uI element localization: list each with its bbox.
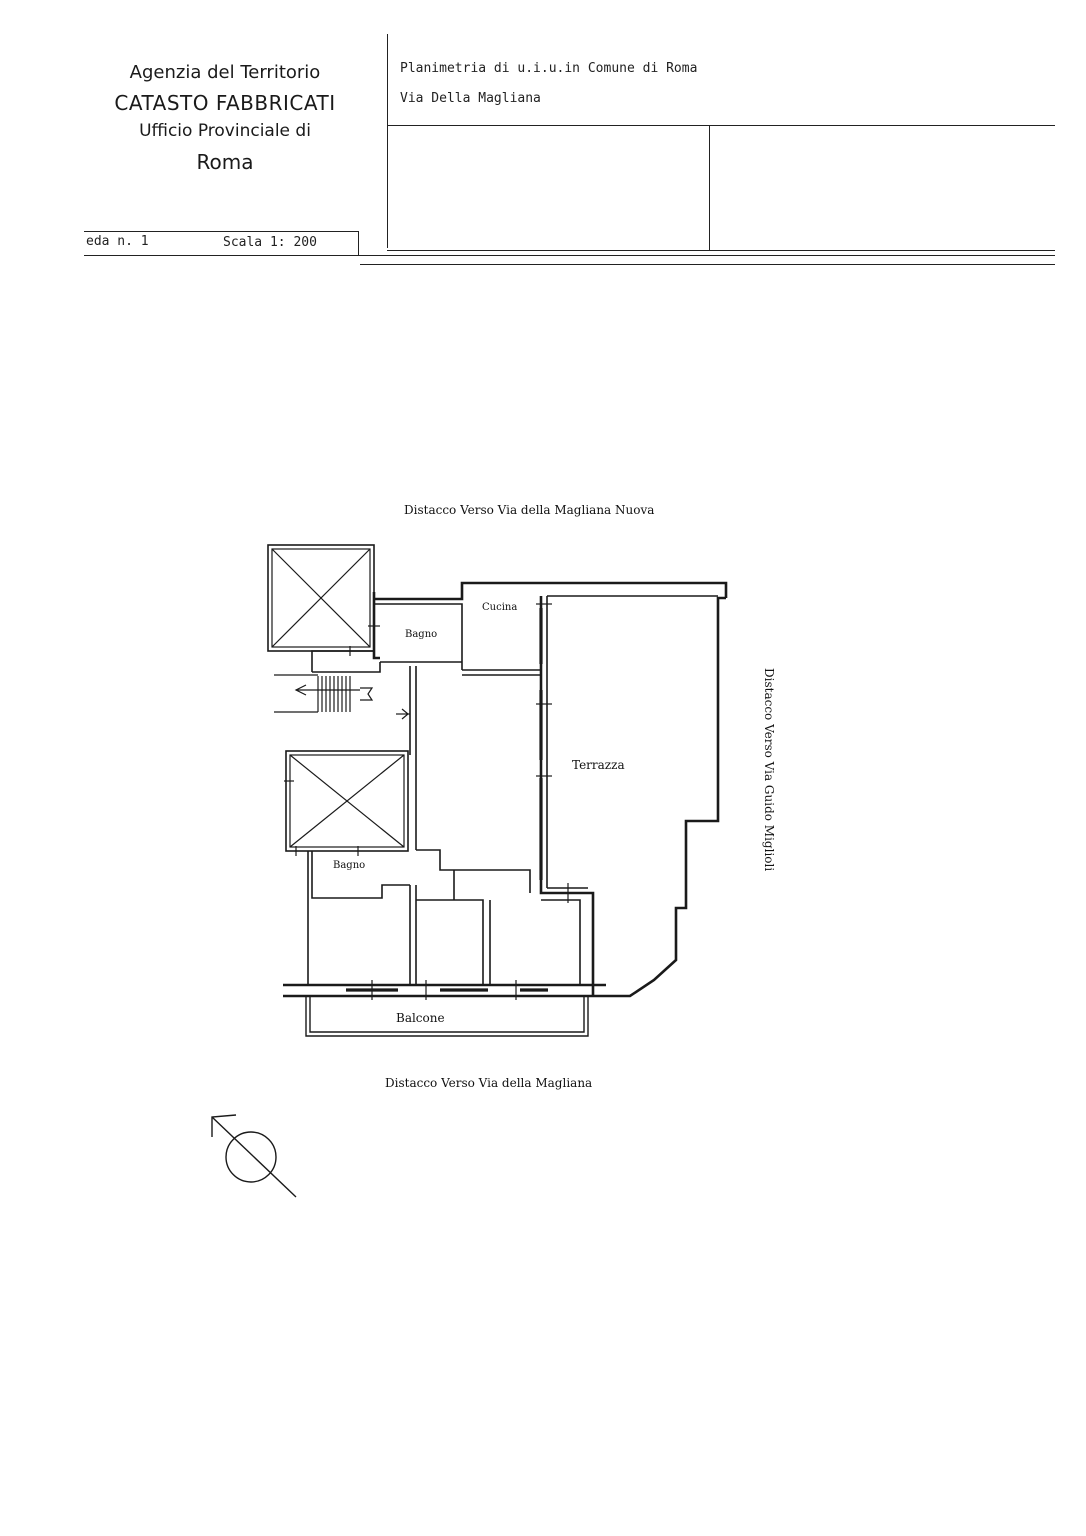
room-label-balcone: Balcone [396,1011,445,1025]
scale-label: Scala 1: 200 [223,235,317,250]
address-text: Via Della Magliana [400,91,541,106]
scheda-number: eda n. 1 [86,234,149,249]
shaft-lower [286,751,408,851]
distacco-bottom-label: Distacco Verso Via della Magliana [385,1076,593,1090]
door-ticks [284,604,568,1000]
room-label-terrazza: Terrazza [572,758,625,772]
room-label-bagno-2: Bagno [333,860,366,871]
ufficio-label: Ufficio Provinciale di [139,121,311,141]
room-label-bagno: Bagno [405,629,438,640]
stairs [274,675,410,719]
room-label-cucina: Cucina [482,602,518,613]
planimetria-text: Planimetria di u.i.u.in Comune di Roma [400,61,698,76]
city-name: Roma [196,150,254,174]
interior-walls [308,596,718,985]
agency-name: Agenzia del Territorio [129,62,321,83]
balcony [306,996,588,1036]
shaft-upper [268,545,374,651]
north-arrow-icon [212,1115,296,1197]
distacco-top-label: Distacco Verso Via della Magliana Nuova [404,503,655,517]
catasto-title: CATASTO FABBRICATI [114,91,336,115]
windows [346,608,548,990]
outer-walls [283,583,726,996]
distacco-right-label: Distacco Verso Via Guido Miglioli [762,668,776,872]
